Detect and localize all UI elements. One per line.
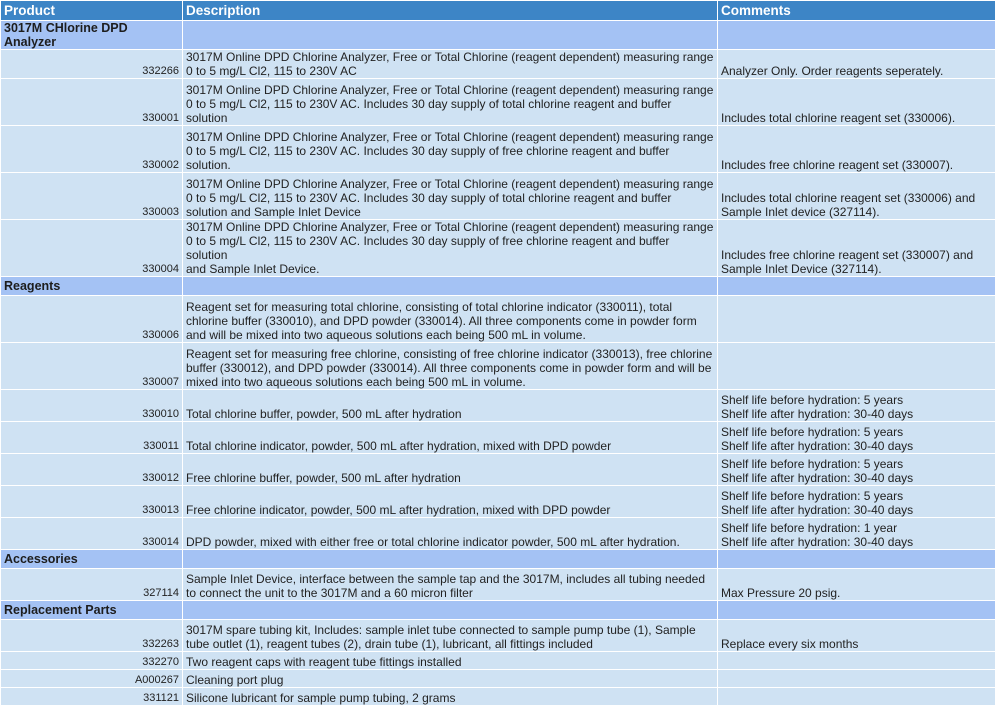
table-row	[1, 126, 995, 173]
table-row	[1, 390, 995, 422]
section-empty-cell[interactable]	[718, 601, 995, 620]
comments-cell[interactable]: Shelf life before hydration: 5 years Shelf life after hydration: 30-40 days	[718, 486, 995, 518]
description-cell[interactable]: 3017M Online DPD Chlorine Analyzer, Free or Total Chlorine (reagent dependent) measuring range 0 to 5 mg/L Cl2, 115 to 230V AC. Includes 30 day supply of total chlorine reagent and buffer solution and Sample Inlet Device	[183, 173, 718, 220]
product-code-cell[interactable]: 330011	[1, 422, 183, 454]
table-row	[1, 422, 995, 454]
comments-cell[interactable]	[718, 343, 995, 390]
table-row	[1, 50, 995, 79]
section-empty-cell[interactable]	[183, 277, 718, 296]
description-cell[interactable]: Free chlorine indicator, powder, 500 mL after hydration, mixed with DPD powder	[183, 486, 718, 518]
comments-cell[interactable]	[718, 652, 995, 670]
product-code-cell[interactable]: 330010	[1, 390, 183, 422]
section-empty-cell[interactable]	[183, 550, 718, 569]
comments-cell[interactable]	[718, 296, 995, 343]
product-code-cell[interactable]: 330006	[1, 296, 183, 343]
comments-cell[interactable]: Includes free chlorine reagent set (330007).	[718, 126, 995, 173]
comments-cell[interactable]: Includes free chlorine reagent set (330007) and Sample Inlet Device (327114).	[718, 220, 995, 277]
description-cell[interactable]: Cleaning port plug	[183, 670, 718, 688]
comments-cell[interactable]: Includes total chlorine reagent set (330006) and Sample Inlet device (327114).	[718, 173, 995, 220]
header-row	[1, 1, 995, 21]
description-cell[interactable]: DPD powder, mixed with either free or total chlorine indicator powder, 500 mL after hydration.	[183, 518, 718, 550]
table-row	[1, 79, 995, 126]
section-row	[1, 21, 995, 50]
table-row	[1, 670, 995, 688]
table-row	[1, 620, 995, 652]
section-title[interactable]: Replacement Parts	[1, 601, 183, 620]
product-code-cell[interactable]: 330012	[1, 454, 183, 486]
table-row	[1, 296, 995, 343]
product-code-cell[interactable]: 330007	[1, 343, 183, 390]
comments-cell[interactable]: Shelf life before hydration: 5 years Shelf life after hydration: 30-40 days	[718, 454, 995, 486]
section-empty-cell[interactable]	[183, 601, 718, 620]
product-code-cell[interactable]: A000267	[1, 670, 183, 688]
comments-cell[interactable]: Shelf life before hydration: 5 years Shelf life after hydration: 30-40 days	[718, 422, 995, 454]
description-cell[interactable]: Silicone lubricant for sample pump tubing, 2 grams	[183, 688, 718, 706]
comments-cell[interactable]: Shelf life before hydration: 5 years Shelf life after hydration: 30-40 days	[718, 390, 995, 422]
comments-cell[interactable]: Replace every six months	[718, 620, 995, 652]
section-empty-cell[interactable]	[718, 550, 995, 569]
description-cell[interactable]: 3017M Online DPD Chlorine Analyzer, Free or Total Chlorine (reagent dependent) measuring range 0 to 5 mg/L Cl2, 115 to 230V AC. Includes 30 day supply of free chlorine reagent and buffer solution.	[183, 126, 718, 173]
table-row	[1, 569, 995, 601]
table-row	[1, 486, 995, 518]
header-product[interactable]: Product	[1, 1, 183, 21]
product-code-cell[interactable]: 327114	[1, 569, 183, 601]
comments-cell[interactable]: Analyzer Only. Order reagents seperately.	[718, 50, 995, 79]
table-row	[1, 220, 995, 277]
product-code-cell[interactable]: 330002	[1, 126, 183, 173]
comments-cell[interactable]: Max Pressure 20 psig.	[718, 569, 995, 601]
table-row	[1, 518, 995, 550]
product-code-cell[interactable]: 332263	[1, 620, 183, 652]
table-row	[1, 343, 995, 390]
product-code-cell[interactable]: 330014	[1, 518, 183, 550]
comments-cell[interactable]: Includes total chlorine reagent set (330006).	[718, 79, 995, 126]
description-cell[interactable]: 3017M Online DPD Chlorine Analyzer, Free or Total Chlorine (reagent dependent) measuring range 0 to 5 mg/L Cl2, 115 to 230V AC. Includes 30 day supply of free chlorine reagent and buffer solution and Sample Inlet Device.	[183, 220, 718, 277]
comments-cell[interactable]	[718, 688, 995, 706]
product-table-body	[1, 1, 995, 706]
description-cell[interactable]: 3017M Online DPD Chlorine Analyzer, Free or Total Chlorine (reagent dependent) measuring range 0 to 5 mg/L Cl2, 115 to 230V AC. Includes 30 day supply of total chlorine reagent and buffer solution	[183, 79, 718, 126]
product-code-cell[interactable]: 331121	[1, 688, 183, 706]
description-cell[interactable]: Reagent set for measuring free chlorine, consisting of free chlorine indicator (330013), free chlorine buffer (330012), and DPD powder (330014). All three components come in powder form and will be mixed into two aqueous solutions each being 500 mL in volume.	[183, 343, 718, 390]
description-cell[interactable]: Sample Inlet Device, interface between the sample tap and the 3017M, includes all tubing needed to connect the unit to the 3017M and a 60 micron filter	[183, 569, 718, 601]
section-title[interactable]: 3017M CHlorine DPD Analyzer	[1, 21, 183, 50]
section-empty-cell[interactable]	[183, 21, 718, 50]
section-empty-cell[interactable]	[718, 277, 995, 296]
section-row	[1, 277, 995, 296]
section-row	[1, 550, 995, 569]
comments-cell[interactable]	[718, 670, 995, 688]
section-title[interactable]: Reagents	[1, 277, 183, 296]
product-code-cell[interactable]: 330013	[1, 486, 183, 518]
table-row	[1, 173, 995, 220]
comments-cell[interactable]: Shelf life before hydration: 1 year Shelf life after hydration: 30-40 days	[718, 518, 995, 550]
product-code-cell[interactable]: 330003	[1, 173, 183, 220]
table-row	[1, 652, 995, 670]
description-cell[interactable]: Reagent set for measuring total chlorine, consisting of total chlorine indicator (330011), total chlorine buffer (330010), and DPD powder (330014). All three components come in powder form and will be mixed into two aqueous solutions each being 500 mL in volume.	[183, 296, 718, 343]
table-row	[1, 688, 995, 706]
product-code-cell[interactable]: 330001	[1, 79, 183, 126]
product-code-cell[interactable]: 332266	[1, 50, 183, 79]
description-cell[interactable]: Total chlorine buffer, powder, 500 mL after hydration	[183, 390, 718, 422]
product-code-cell[interactable]: 330004	[1, 220, 183, 277]
table-row	[1, 454, 995, 486]
description-cell[interactable]: Total chlorine indicator, powder, 500 mL after hydration, mixed with DPD powder	[183, 422, 718, 454]
header-comments[interactable]: Comments	[718, 1, 995, 21]
description-cell[interactable]: Two reagent caps with reagent tube fittings installed	[183, 652, 718, 670]
section-row	[1, 601, 995, 620]
description-cell[interactable]: Free chlorine buffer, powder, 500 mL after hydration	[183, 454, 718, 486]
product-code-cell[interactable]: 332270	[1, 652, 183, 670]
description-cell[interactable]: 3017M Online DPD Chlorine Analyzer, Free or Total Chlorine (reagent dependent) measuring range 0 to 5 mg/L Cl2, 115 to 230V AC	[183, 50, 718, 79]
section-empty-cell[interactable]	[718, 21, 995, 50]
section-title[interactable]: Accessories	[1, 550, 183, 569]
header-description[interactable]: Description	[183, 1, 718, 21]
description-cell[interactable]: 3017M spare tubing kit, Includes: sample inlet tube connected to sample pump tube (1), Sample tube outlet (1), reagent tubes (2), drain tube (1), lubricant, all fittings included	[183, 620, 718, 652]
